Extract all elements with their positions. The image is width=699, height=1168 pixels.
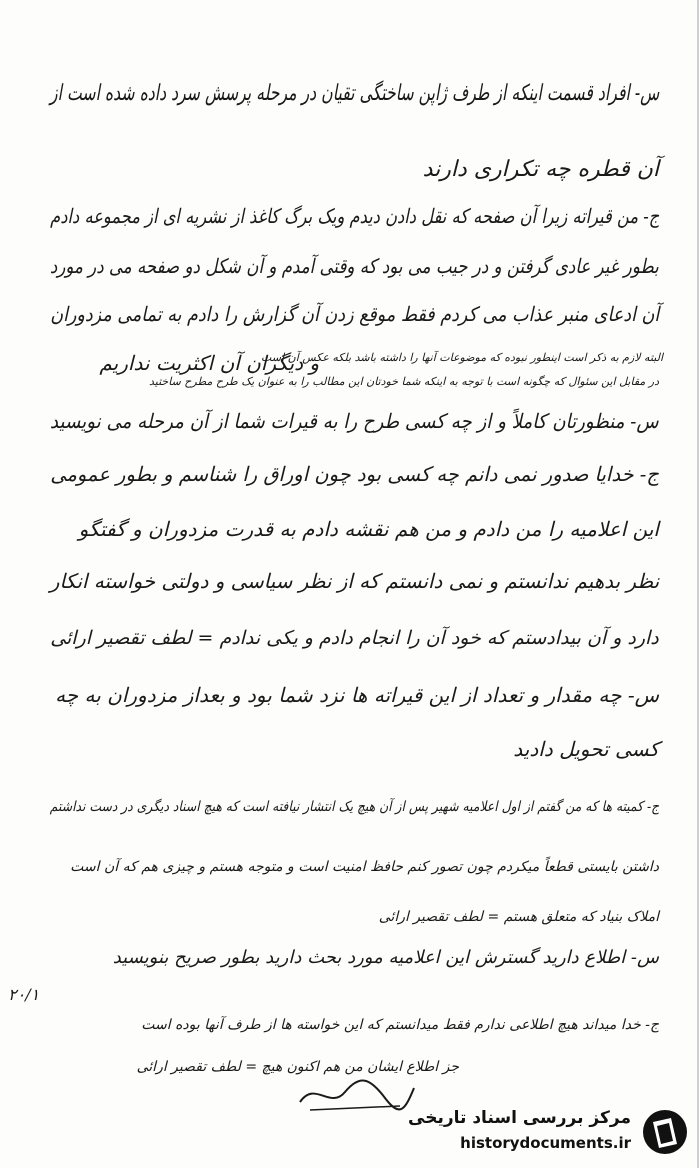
handwritten-line-1: س- افراد قسمت اینکه از طرف ژاپن ساختگی تقیان در مرحله پرسش سرد داده شده است از: [49, 81, 659, 106]
history-documents-logo-icon: [641, 1108, 689, 1156]
handwritten-line-13: کسی تحویل دادید: [513, 737, 659, 761]
watermark: [399, 1104, 689, 1160]
handwritten-line-5: آن ادعای منبر عذاب می کردم فقط موقع زدن آن گزارش را دادم به تمامی مزدوران: [49, 302, 659, 326]
handwritten-line-16: املاک بنیاد که متعلق هستم = لطف تقصیر ارائی: [378, 909, 659, 925]
handwritten-line-8: ج- خدایا صدور نمی دانم چه کسی بود چون اوراق را شناسم و بطور عمومی: [50, 462, 659, 486]
handwritten-line-2: آن قطره چه تکراری دارند: [422, 157, 659, 182]
handwritten-line-7: س- منظورتان کاملاً و از چه کسی طرح را به قیرات شما از آن مرحله می نویسید: [50, 409, 659, 433]
handwritten-line-12: س- چه مقدار و تعداد از این قیراته ها نزد شما بود و بعداز مزدوران به چه: [55, 683, 659, 707]
handwritten-line-9: این اعلامیه را من دادم و من هم نقشه دادم به قدرت مزدوران و گفتگو: [78, 517, 659, 541]
handwritten-line-18: ج- خدا میداند هیچ اطلاعی ندارم فقط میدانستم که این خواسته ها از طرف آنها بوده است: [141, 1017, 659, 1033]
handwritten-line-15: داشتن بایستی قطعاً میکردم چون تصور کنم حافظ امنیت است و متوجه هستم و چیزی هم که آن است: [70, 859, 659, 875]
margin-page-number: ۲۰/۱: [8, 985, 40, 1004]
watermark-title: مرکز بررسی اسناد تاریخی: [408, 1108, 631, 1128]
handwritten-inserted-note-1: البته لازم به ذکر است اینطور نبوده که موضوعات آنها را داشته باشد بلکه عکس آن است: [261, 351, 663, 364]
handwritten-line-19: جز اطلاع ایشان من هم اکنون هیچ = لطف تقصیر ارائی: [136, 1059, 459, 1075]
handwritten-line-14: ج- کمیته ها که من گفتم از اول اعلامیه شهیر پس از آن هیچ یک انتشار نیافته است که هیچ اسناد دیگری در دست نداشتم: [49, 799, 659, 815]
watermark-url[interactable]: historydocuments.ir: [460, 1134, 631, 1152]
handwritten-line-11: دارد و آن بیدادستم که خود آن را انجام دادم و یکی ندادم = لطف تقصیر ارائی: [50, 627, 659, 649]
handwritten-line-3: ج- من قیراته زیرا آن صفحه که نقل دادن دیدم ویک برگ کاغذ از نشریه ای از مجموعه دادم: [49, 204, 659, 228]
handwritten-inserted-note-2: در مقابل این سئوال که چگونه است با توجه به اینکه شما خودتان این مطالب را به عنوان یک طرح مطرح ساختید: [149, 375, 659, 388]
handwritten-line-4: بطور غیر عادی گرفتن و در جیب می بود که وقتی آمدم و آن شکل دو صفحه می در مورد: [50, 254, 659, 278]
handwritten-line-10: نظر بدهیم ندانستم و نمی دانستم که از نظر سیاسی و دولتی خواسته انکار: [49, 569, 659, 593]
handwritten-line-17: س- اطلاع دارید گسترش این اعلامیه مورد بحث دارید بطور صریح بنویسید: [112, 947, 659, 968]
handwritten-line-6: و دیگران آن اکثریت نداریم: [99, 351, 319, 375]
